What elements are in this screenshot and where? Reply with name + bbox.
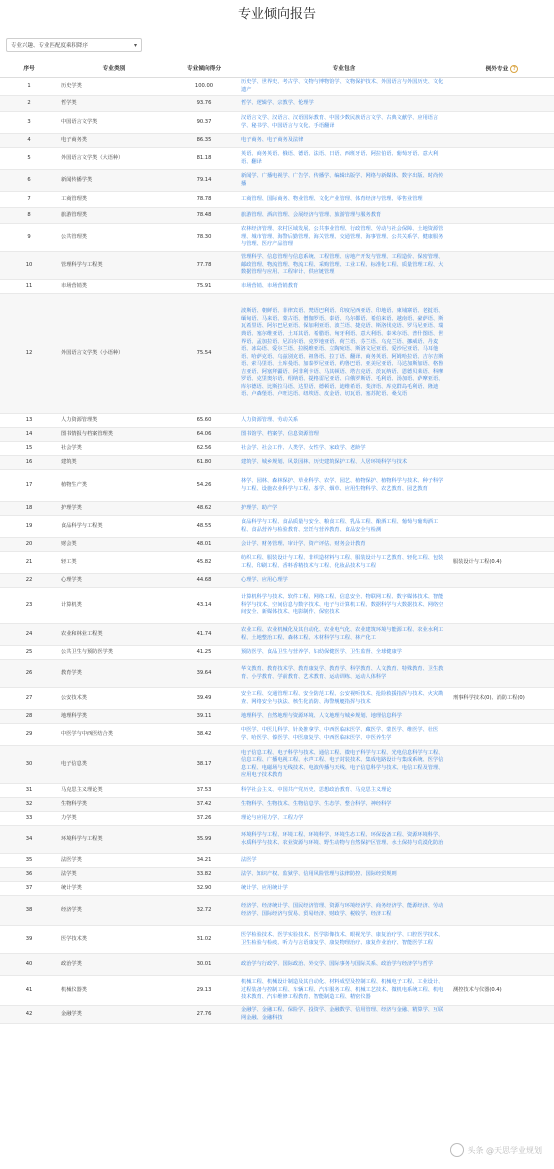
table-row[interactable] <box>0 148 554 170</box>
table-row[interactable] <box>0 516 554 538</box>
row-score: 38.17 <box>170 746 238 784</box>
table-row[interactable] <box>0 192 554 208</box>
row-category: 法学类 <box>58 868 170 882</box>
row-category: 教育学类 <box>58 660 170 688</box>
row-category: 电子商务类 <box>58 134 170 148</box>
table-row[interactable] <box>0 428 554 442</box>
row-score: 41.25 <box>170 646 238 660</box>
row-score: 35.99 <box>170 826 238 854</box>
row-majors[interactable]: 心理学、应用心理学 <box>238 574 450 588</box>
row-except <box>450 456 554 470</box>
table-row[interactable] <box>0 78 554 96</box>
row-majors[interactable]: 建筑学、城乡规划、风景园林、历史建筑保护工程、人居环境科学与技术 <box>238 456 450 470</box>
row-score: 48.62 <box>170 502 238 516</box>
row-number: 22 <box>0 574 58 588</box>
table-row[interactable] <box>0 926 554 954</box>
row-number: 8 <box>0 208 58 224</box>
table-row[interactable] <box>0 442 554 456</box>
row-majors[interactable]: 新闻学、广播电视学、广告学、传播学、编辑出版学、网络与新媒体、数字出版、时尚传播 <box>238 170 450 192</box>
table-row[interactable] <box>0 96 554 112</box>
row-score: 54.26 <box>170 470 238 502</box>
row-score: 48.01 <box>170 538 238 552</box>
row-majors[interactable]: 法学、知识产权、监狱学、信用风险管理与法律防控、国际经贸规则 <box>238 868 450 882</box>
row-score: 78.30 <box>170 224 238 252</box>
table-row[interactable] <box>0 826 554 854</box>
row-category: 轻工类 <box>58 552 170 574</box>
row-number: 25 <box>0 646 58 660</box>
row-except: 服装设计与工程(0.4) <box>450 552 554 574</box>
row-number: 4 <box>0 134 58 148</box>
table-row[interactable] <box>0 854 554 868</box>
row-number: 41 <box>0 976 58 1006</box>
table-row[interactable] <box>0 724 554 746</box>
row-number: 42 <box>0 1006 58 1024</box>
table-row[interactable] <box>0 208 554 224</box>
row-except <box>450 746 554 784</box>
table-row[interactable] <box>0 710 554 724</box>
row-majors[interactable]: 市场营销、市场营销教育 <box>238 280 450 294</box>
table-row[interactable] <box>0 812 554 826</box>
row-score: 27.76 <box>170 1006 238 1024</box>
row-except <box>450 112 554 134</box>
table-row[interactable] <box>0 588 554 624</box>
row-category: 医学技术类 <box>58 926 170 954</box>
row-number: 9 <box>0 224 58 252</box>
column-header-no: 序号 <box>0 61 58 78</box>
row-category: 公共管理类 <box>58 224 170 252</box>
row-majors[interactable]: 环境科学与工程、环境工程、环境科学、环境生态工程、环保设备工程、资源环境科学、水质科学与技术、农业资源与环境、野生动物与自然保护区管理、水土保持与荒漠化防治 <box>238 826 450 854</box>
row-number: 2 <box>0 96 58 112</box>
row-number: 36 <box>0 868 58 882</box>
row-number: 5 <box>0 148 58 170</box>
row-category: 财会类 <box>58 538 170 552</box>
row-category: 生物科学类 <box>58 798 170 812</box>
row-number: 11 <box>0 280 58 294</box>
table-row[interactable] <box>0 280 554 294</box>
row-score: 37.42 <box>170 798 238 812</box>
row-except <box>450 926 554 954</box>
row-category: 经济学类 <box>58 896 170 926</box>
table-row[interactable] <box>0 896 554 926</box>
row-score: 45.82 <box>170 552 238 574</box>
table-row[interactable] <box>0 624 554 646</box>
row-category: 地理科学类 <box>58 710 170 724</box>
row-except <box>450 224 554 252</box>
row-majors[interactable]: 农业工程、农业机械化及其自动化、农业电气化、农业建筑环境与能源工程、农业水利工程、土地整治工程、森林工程、木材科学与工程、林产化工 <box>238 624 450 646</box>
row-score: 75.91 <box>170 280 238 294</box>
row-majors[interactable]: 机械工程、机械设计制造及其自动化、材料成型及控制工程、机械电子工程、工业设计、过程装备与控制工程、车辆工程、汽车服务工程、机械工艺技术、微机电系统工程、机电技术教育、汽车维修工程教育、智能制造工程、精密仪器 <box>238 976 450 1006</box>
row-majors[interactable]: 汉语言文学、汉语言、汉语国际教育、中国少数民族语言文学、古典文献学、应用语言学、秘书学、中国语言与文化、手语翻译 <box>238 112 450 134</box>
row-except <box>450 646 554 660</box>
row-score: 29.13 <box>170 976 238 1006</box>
column-header-majors: 专业包含 <box>238 61 450 78</box>
row-majors[interactable]: 社会学、社会工作、人类学、女性学、家政学、老龄学 <box>238 442 450 456</box>
row-majors[interactable]: 中医学、中医儿科学、针灸推拿学、中西医临床医学、藏医学、蒙医学、维医学、壮医学、哈医学、傣医学、中医康复学、中西医临床医学、中医养生学 <box>238 724 450 746</box>
row-majors[interactable]: 护理学、助产学 <box>238 502 450 516</box>
row-majors[interactable]: 理论与应用力学、工程力学 <box>238 812 450 826</box>
row-category: 植物生产类 <box>58 470 170 502</box>
row-except <box>450 882 554 896</box>
row-except <box>450 1006 554 1024</box>
row-category: 外国语言文学类（大语种） <box>58 148 170 170</box>
row-number: 16 <box>0 456 58 470</box>
row-category: 旅游管理类 <box>58 208 170 224</box>
row-category: 中医学与中西医结合类 <box>58 724 170 746</box>
row-majors[interactable]: 电子信息工程、电子科学与技术、通信工程、微电子科学与工程、光电信息科学与工程、信息工程、广播电视工程、水声工程、电子封装技术、集成电路设计与集成系统、医学信息工程、电磁场与无线技术、电波传播与天线、电子信息科学与技术、电信工程及管理、应用电子技术教育 <box>238 746 450 784</box>
row-majors[interactable]: 工商管理、国际商务、物业管理、文化产业管理、体育经济与管理、零售业管理 <box>238 192 450 208</box>
row-score: 33.82 <box>170 868 238 882</box>
row-category: 哲学类 <box>58 96 170 112</box>
row-number: 40 <box>0 954 58 976</box>
row-score: 31.02 <box>170 926 238 954</box>
sort-select-value: 专业兴趣、专业匹配度乘积降序 <box>11 43 89 49</box>
table-row[interactable] <box>0 646 554 660</box>
row-number: 23 <box>0 588 58 624</box>
row-majors[interactable]: 林学、园林、森林保护、草业科学、农学、园艺、植物保护、植物科学与技术、种子科学与工程、设施农业科学与工程、茶学、烟草、应用生物科学、农艺教育、园艺教育 <box>238 470 450 502</box>
row-category: 计算机类 <box>58 588 170 624</box>
row-except <box>450 252 554 280</box>
table-row[interactable] <box>0 224 554 252</box>
row-number: 26 <box>0 660 58 688</box>
row-number: 33 <box>0 812 58 826</box>
row-majors[interactable]: 食品科学与工程、食品质量与安全、粮食工程、乳品工程、酿酒工程、葡萄与葡萄酒工程、食品营养与检验教育、烹饪与营养教育、食品安全与检测 <box>238 516 450 538</box>
row-except <box>450 134 554 148</box>
row-number: 12 <box>0 294 58 414</box>
row-number: 38 <box>0 896 58 926</box>
row-majors[interactable]: 英语、商务英语、俄语、德语、法语、日语、西班牙语、阿拉伯语、葡萄牙语、意大利语、翻译 <box>238 148 450 170</box>
row-majors[interactable]: 预防医学、食品卫生与营养学、妇幼保健医学、卫生监督、全球健康学 <box>238 646 450 660</box>
row-except <box>450 624 554 646</box>
row-except <box>450 96 554 112</box>
row-majors[interactable]: 科学社会主义、中国共产党历史、思想政治教育、马克思主义理论 <box>238 784 450 798</box>
row-category: 社会学类 <box>58 442 170 456</box>
row-majors[interactable]: 地理科学、自然地理与资源环境、人文地理与城乡规划、地理信息科学 <box>238 710 450 724</box>
row-category: 政治学类 <box>58 954 170 976</box>
row-except <box>450 502 554 516</box>
table-row[interactable] <box>0 574 554 588</box>
row-except <box>450 470 554 502</box>
row-score: 34.21 <box>170 854 238 868</box>
table-row[interactable] <box>0 882 554 896</box>
row-category: 食品科学与工程类 <box>58 516 170 538</box>
row-category: 中国语言文学类 <box>58 112 170 134</box>
row-majors[interactable]: 哲学、逻辑学、宗教学、伦理学 <box>238 96 450 112</box>
row-number: 27 <box>0 688 58 710</box>
row-category: 管理科学与工程类 <box>58 252 170 280</box>
row-score: 43.14 <box>170 588 238 624</box>
row-majors[interactable]: 政治学与行政学、国际政治、外交学、国际事务与国际关系、政治学与经济学与哲学 <box>238 954 450 976</box>
row-category: 法医学类 <box>58 854 170 868</box>
row-majors[interactable]: 安全工程、交通管理工程、安全防范工程、公安视听技术、抢险救援指挥与技术、火灾勘查、网络安全与执法、核生化消防、海警舰艇指挥与技术 <box>238 688 450 710</box>
row-majors[interactable]: 管理科学、信息管理与信息系统、工程管理、房地产开发与管理、工程造价、保密管理、邮政管理、物流管理、物流工程、采购管理、工业工程、标准化工程、质量管理工程、大数据管理与应用、工程审计、供应链管理 <box>238 252 450 280</box>
row-except <box>450 148 554 170</box>
row-score: 32.72 <box>170 896 238 926</box>
row-majors[interactable]: 纺织工程、服装设计与工程、非织造材料与工程、服装设计与工艺教育、轻化工程、包装工程、印刷工程、香料香精技术与工程、化妆品技术与工程 <box>238 552 450 574</box>
row-score: 37.26 <box>170 812 238 826</box>
row-majors[interactable]: 经济学、经济统计学、国民经济管理、资源与环境经济学、商务经济学、能源经济、劳动经济学、国际经济与贸易、贸易经济、财政学、税收学、经济工程 <box>238 896 450 926</box>
row-except <box>450 414 554 428</box>
row-score: 39.11 <box>170 710 238 724</box>
table-row[interactable] <box>0 414 554 428</box>
row-category: 机械仪器类 <box>58 976 170 1006</box>
sort-select[interactable] <box>6 38 142 52</box>
row-majors[interactable]: 电子商务、电子商务及法律 <box>238 134 450 148</box>
row-number: 31 <box>0 784 58 798</box>
row-majors[interactable]: 图书馆学、档案学、信息资源管理 <box>238 428 450 442</box>
row-except <box>450 896 554 926</box>
row-category: 人力资源管理类 <box>58 414 170 428</box>
row-majors[interactable]: 统计学、应用统计学 <box>238 882 450 896</box>
row-except: 刑事科学技术(0)、消防工程(0) <box>450 688 554 710</box>
table-row[interactable] <box>0 112 554 134</box>
row-category: 统计学类 <box>58 882 170 896</box>
row-score: 79.14 <box>170 170 238 192</box>
row-category: 公安技术类 <box>58 688 170 710</box>
row-except <box>450 192 554 208</box>
row-score: 86.35 <box>170 134 238 148</box>
row-except <box>450 428 554 442</box>
major-table <box>0 61 554 1024</box>
row-majors[interactable]: 波斯语、朝鲜语、菲律宾语、梵语巴利语、印度尼西亚语、印地语、柬埔寨语、老挝语、缅甸语、马来语、蒙古语、僧伽罗语、泰语、乌尔都语、希伯来语、越南语、豪萨语、斯瓦希里语、阿尔巴尼亚语、保加利亚语、波兰语、捷克语、斯洛伐克语、罗马尼亚语、瑞典语、塞尔维亚语、土耳其语、希腊语、匈牙利语、意大利语、泰米尔语、普什图语、世界语、孟加拉语、尼泊尔语、克罗地亚语、荷兰语、芬兰语、乌克兰语、挪威语、丹麦语、冰岛语、爱尔兰语、拉脱维亚语、立陶宛语、斯洛文尼亚语、爱沙尼亚语、马耳他语、哈萨克语、乌兹别克语、祖鲁语、拉丁语、翻译、商务英语、阿姆哈拉语、吉尔吉斯语、索马里语、土库曼语、加泰罗尼亚语、约鲁巴语、亚美尼亚语、马达加斯加语、格鲁吉亚语、阿塞拜疆语、阿非利卡语、马其顿语、塔吉克语、茨瓦纳语、恩德贝莱语、科摩罗语、克里奥尔语、绍纳语、提格雷尼亚语、白俄罗斯语、毛利语、汤加语、萨摩亚语、库尔德语、比斯拉马语、达里语、德顿语、迪维希语、斐济语、库克群岛毛利语、隆迪语、卢森堡语、卢旺达语、纽埃语、皮金语、切瓦语、塞苏陀语、桑戈语 <box>238 294 450 414</box>
row-number: 32 <box>0 798 58 812</box>
table-row[interactable] <box>0 252 554 280</box>
row-except <box>450 78 554 96</box>
table-row[interactable] <box>0 502 554 516</box>
row-majors[interactable]: 农林经济管理、农村区域发展、公共事业管理、行政管理、劳动与社会保障、土地资源管理、城市管理、海警后勤管理、海关管理、交通管理、海事管理、公共关系学、健康服务与管理、医疗产品管理 <box>238 224 450 252</box>
row-except <box>450 516 554 538</box>
row-except <box>450 724 554 746</box>
row-majors[interactable]: 医学检验技术、医学实验技术、医学影像技术、眼视光学、康复治疗学、口腔医学技术、卫生检验与检疫、听力与言语康复学、康复物理治疗、康复作业治疗、智能医学工程 <box>238 926 450 954</box>
row-number: 18 <box>0 502 58 516</box>
row-score: 62.56 <box>170 442 238 456</box>
row-score: 37.53 <box>170 784 238 798</box>
row-number: 14 <box>0 428 58 442</box>
row-score: 39.64 <box>170 660 238 688</box>
row-number: 35 <box>0 854 58 868</box>
row-number: 3 <box>0 112 58 134</box>
row-category: 农业和林业工程类 <box>58 624 170 646</box>
row-number: 6 <box>0 170 58 192</box>
row-number: 1 <box>0 78 58 96</box>
row-score: 30.01 <box>170 954 238 976</box>
row-number: 7 <box>0 192 58 208</box>
row-category: 护理学类 <box>58 502 170 516</box>
row-number: 24 <box>0 624 58 646</box>
row-category: 公共卫生与预防医学类 <box>58 646 170 660</box>
row-except <box>450 660 554 688</box>
row-except <box>450 538 554 552</box>
table-header <box>0 61 554 78</box>
row-category: 历史学类 <box>58 78 170 96</box>
row-majors[interactable]: 历史学、世界史、考古学、文物与博物馆学、文物保护技术、外国语言与外国历史、文化遗产 <box>238 78 450 96</box>
row-score: 44.68 <box>170 574 238 588</box>
row-score: 38.42 <box>170 724 238 746</box>
row-number: 30 <box>0 746 58 784</box>
column-header-category: 专业类别 <box>58 61 170 78</box>
row-score: 100.00 <box>170 78 238 96</box>
row-score: 39.49 <box>170 688 238 710</box>
row-except <box>450 442 554 456</box>
row-majors[interactable]: 会计学、财务管理、审计学、资产评估、财务会计教育 <box>238 538 450 552</box>
row-except <box>450 954 554 976</box>
row-number: 13 <box>0 414 58 428</box>
row-majors[interactable]: 法医学 <box>238 854 450 868</box>
row-category: 环境科学与工程类 <box>58 826 170 854</box>
table-row[interactable] <box>0 746 554 784</box>
row-except <box>450 784 554 798</box>
row-category: 市场营销类 <box>58 280 170 294</box>
row-number: 39 <box>0 926 58 954</box>
row-number: 17 <box>0 470 58 502</box>
row-category: 建筑类 <box>58 456 170 470</box>
watermark-logo-icon <box>450 1143 464 1157</box>
row-majors[interactable]: 生物科学、生物技术、生物信息学、生态学、整合科学、神经科学 <box>238 798 450 812</box>
table-row[interactable] <box>0 538 554 552</box>
row-majors[interactable]: 计算机科学与技术、软件工程、网络工程、信息安全、物联网工程、数字媒体技术、智能科学与技术、空间信息与数字技术、电子与计算机工程、数据科学与大数据技术、网络空间安全、新媒体技术、电影制作、保密技术 <box>238 588 450 624</box>
row-number: 28 <box>0 710 58 724</box>
row-except <box>450 280 554 294</box>
row-except <box>450 868 554 882</box>
table-row[interactable] <box>0 688 554 710</box>
row-except <box>450 170 554 192</box>
row-number: 15 <box>0 442 58 456</box>
watermark: 头条 @天思学业规划 <box>450 1143 542 1157</box>
row-score: 41.74 <box>170 624 238 646</box>
row-score: 90.37 <box>170 112 238 134</box>
row-except <box>450 710 554 724</box>
row-score: 48.55 <box>170 516 238 538</box>
row-majors[interactable]: 金融学、金融工程、保险学、投资学、金融数学、信用管理、经济与金融、精算学、互联网金融、金融科技 <box>238 1006 450 1024</box>
row-except <box>450 208 554 224</box>
table-row[interactable] <box>0 170 554 192</box>
row-score: 65.60 <box>170 414 238 428</box>
row-number: 34 <box>0 826 58 854</box>
row-category: 图书情报与档案管理类 <box>58 428 170 442</box>
table-row[interactable] <box>0 784 554 798</box>
table-row[interactable] <box>0 660 554 688</box>
row-number: 21 <box>0 552 58 574</box>
row-score: 78.48 <box>170 208 238 224</box>
row-number: 10 <box>0 252 58 280</box>
row-except <box>450 826 554 854</box>
row-category: 金融学类 <box>58 1006 170 1024</box>
row-category: 外国语言文学类（小语种） <box>58 294 170 414</box>
row-except <box>450 588 554 624</box>
row-category: 电子信息类 <box>58 746 170 784</box>
row-category: 力学类 <box>58 812 170 826</box>
row-score: 32.90 <box>170 882 238 896</box>
table-row[interactable] <box>0 798 554 812</box>
row-except <box>450 854 554 868</box>
row-score: 93.76 <box>170 96 238 112</box>
help-icon[interactable]: ? <box>510 65 518 73</box>
table-row[interactable] <box>0 552 554 574</box>
row-category: 新闻传播学类 <box>58 170 170 192</box>
row-except <box>450 574 554 588</box>
row-except <box>450 294 554 414</box>
row-except: 测控技术与仪器(0.4) <box>450 976 554 1006</box>
table-row[interactable] <box>0 294 554 414</box>
table-row[interactable] <box>0 456 554 470</box>
column-header-score: 专业倾向得分 <box>170 61 238 78</box>
row-except <box>450 812 554 826</box>
row-category: 工商管理类 <box>58 192 170 208</box>
row-number: 37 <box>0 882 58 896</box>
row-except <box>450 798 554 812</box>
table-row[interactable] <box>0 1006 554 1024</box>
row-number: 19 <box>0 516 58 538</box>
table-row[interactable] <box>0 868 554 882</box>
row-category: 马克思主义理论类 <box>58 784 170 798</box>
row-majors[interactable]: 人力资源管理、劳动关系 <box>238 414 450 428</box>
chevron-down-icon: ▾ <box>133 42 137 49</box>
row-score: 61.80 <box>170 456 238 470</box>
row-score: 77.78 <box>170 252 238 280</box>
page-title: 专业倾向报告 <box>237 7 316 22</box>
table-row[interactable] <box>0 470 554 502</box>
row-score: 78.78 <box>170 192 238 208</box>
table-row[interactable] <box>0 976 554 1006</box>
row-score: 81.18 <box>170 148 238 170</box>
column-header-except: 例外专业 ? <box>450 61 554 78</box>
row-score: 75.54 <box>170 294 238 414</box>
row-majors[interactable]: 旅游管理、酒店管理、会展经济与管理、旅游管理与服务教育 <box>238 208 450 224</box>
row-number: 29 <box>0 724 58 746</box>
row-number: 20 <box>0 538 58 552</box>
row-category: 心理学类 <box>58 574 170 588</box>
table-row[interactable] <box>0 134 554 148</box>
row-majors[interactable]: 华文教育、教育技术学、教育康复学、教育学、科学教育、人文教育、特殊教育、卫生教育、小学教育、学前教育、艺术教育、运动训练、运动人体科学 <box>238 660 450 688</box>
table-row[interactable] <box>0 954 554 976</box>
row-score: 64.06 <box>170 428 238 442</box>
